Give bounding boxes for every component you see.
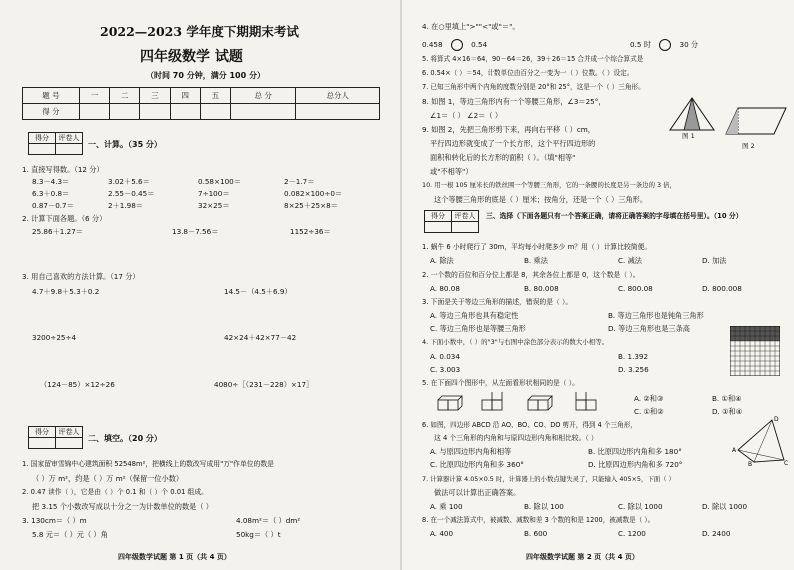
page1-footer: 四年级数学试题 第 1 页（共 4 页） xyxy=(118,553,231,561)
fill-q2a: 2. 0.47 读作（ ），它是由（ ）个 0.1 和（ ）个 0.01 组成。 xyxy=(22,488,208,496)
sec2-score-label: 得分 xyxy=(29,427,56,438)
hundred-grid-icon xyxy=(730,326,780,376)
q4: 4. 在○里填上">""<"或"＝"。 xyxy=(422,22,520,31)
quadrilateral-abcd-icon xyxy=(732,416,788,466)
score-row-label: 得 分 xyxy=(23,104,80,120)
option: D. 2400 xyxy=(702,529,731,538)
option: C. 除以 1000 xyxy=(618,502,663,511)
q4-left-a: 0.458 xyxy=(422,40,443,49)
option: C. 减法 xyxy=(618,256,642,265)
score-header: 一 xyxy=(80,88,110,104)
score-header: 五 xyxy=(200,88,230,104)
q5: 5. 将算式 4×16＝64，90－64＝26，39＋26＝15 合并成一个综合算式是 xyxy=(422,55,644,63)
q4-right-b: 30 分 xyxy=(679,40,699,49)
cube-shapes-icon xyxy=(436,392,616,412)
score-header: 总 分 xyxy=(231,88,296,104)
option: B. ①和④ xyxy=(712,394,742,403)
calc-item: （124－85）×12÷26 xyxy=(40,380,115,389)
oral-item: 0.082×100÷0＝ xyxy=(284,189,343,198)
score-table xyxy=(22,87,380,120)
c6: 6. 如图，四边形 ABCD 沿 AO、BO、CO、DO 剪开，得到 4 个三角形， xyxy=(422,421,637,429)
compare-circle-icon xyxy=(659,39,671,51)
option: A. 乘 100 xyxy=(430,502,463,511)
option: D. 加法 xyxy=(702,256,727,265)
option: D. 800.008 xyxy=(702,284,742,293)
oral-item: 32×25＝ xyxy=(198,201,230,210)
score-header: 二 xyxy=(110,88,140,104)
q8b: ∠1＝（ ） ∠2＝（ ） xyxy=(430,111,503,120)
fill-q1a: 1. 国家留审雪锦中心建筑面积 52548m²，把横线上的数改写成用"万"作单位的数是 xyxy=(22,460,274,468)
option: C. 等边三角形也是等腰三角形 xyxy=(430,324,526,333)
q7: 7. 已知三角形中两个内角的度数分别是 20°和 25°，这是一个（ ）三角形。 xyxy=(422,83,645,91)
option: A. ②和③ xyxy=(634,394,664,403)
option: A. 400 xyxy=(430,529,454,538)
sec1-heading: 一、计算。（35 分） xyxy=(88,140,162,149)
q4-right-a: 0.54 xyxy=(471,40,488,49)
option: C. 3.003 xyxy=(430,365,461,374)
svg-text:A: A xyxy=(732,447,737,454)
option: A. 除法 xyxy=(430,256,454,265)
score-header: 题 号 xyxy=(23,88,80,104)
c7: 7. 计算器计算 4.05×0.5 时，计算器上的小数点键失灵了，只能输入 405×5，下面（ ） xyxy=(422,475,675,483)
oral-item: 8.3－4.3＝ xyxy=(32,177,70,186)
q9: 9. 如图 2，先把三角形剪下来，再向右平移（ ）cm， xyxy=(422,125,595,134)
oral-item: 7÷100＝ xyxy=(198,189,230,198)
oral-item: 2－1.7＝ xyxy=(284,177,315,186)
option: B. 600 xyxy=(524,529,548,538)
page2-footer: 四年级数学试题 第 2 页（共 4 页） xyxy=(526,553,639,561)
page-2 xyxy=(402,0,794,570)
calc-item: 1152÷36＝ xyxy=(290,227,331,236)
fill-q3c: 5.8 元＝（ ）元（ ）角 xyxy=(32,530,108,539)
calc-item: 25.86＋1.27＝ xyxy=(32,227,83,236)
c7b: 做法可以计算出正确答案。 xyxy=(434,488,521,497)
sec1-q1: 1. 直接写得数。（12 分） xyxy=(22,165,104,174)
sec3-heading: 三、选择（下面各题只有一个答案正确，请将正确答案的字母填在括号里）。（10 分） xyxy=(486,212,743,220)
q10b: 这个等腰三角形的底是（ ）厘米；按角分，还是一个（ ）三角形。 xyxy=(434,195,648,204)
q4-left-b: 0.5 时 xyxy=(630,40,651,49)
q4-row xyxy=(422,39,487,51)
time-note: （时间 70 分钟，满分 100 分） xyxy=(146,71,265,80)
oral-item: 2.55－0.45＝ xyxy=(108,189,155,198)
calc-item: 13.8－7.56＝ xyxy=(172,227,219,236)
option: C. 1200 xyxy=(618,529,646,538)
q9b: 平行四边形就变成了一个长方形，这个平行四边形的 xyxy=(430,139,596,148)
q9c: 面积和转化后的长方形的面积（ ）。（填"相等" xyxy=(430,153,576,162)
sec2-score-box xyxy=(28,426,83,449)
c2: 2. 一个数的百位和百分位上都是 8，其余各位上都是 0，这个数是（ ）。 xyxy=(422,271,640,279)
option: B. 等边三角形也是钝角三角形 xyxy=(608,311,704,320)
option: B. 1.392 xyxy=(618,352,649,361)
option: D. 比原四边形内角和多 720° xyxy=(588,460,683,469)
q9d: 或"不相等"） xyxy=(430,167,473,176)
sec1-q3: 3. 用自己喜欢的方法计算。（17 分） xyxy=(22,272,140,281)
sec1-score-box xyxy=(28,132,83,155)
fill-q2b: 把 3.15 个小数改写成以十分之一为计数单位的数是（ ） xyxy=(32,502,213,511)
option: C. 比原四边形内角和多 360° xyxy=(430,460,524,469)
score-header: 四 xyxy=(170,88,200,104)
svg-text:B: B xyxy=(748,461,753,466)
sec2-heading: 二、填空。（20 分） xyxy=(88,434,162,443)
compare-circle-icon xyxy=(451,39,463,51)
sec3-grader-label: 评卷人 xyxy=(452,211,479,222)
c3: 3. 下面是关于等边三角形的描述，错误的是（ ）。 xyxy=(422,298,573,306)
fill-q3d: 50kg＝（ ）t xyxy=(236,530,281,539)
option: C. ①和② xyxy=(634,407,664,416)
oral-item: 0.58×100＝ xyxy=(198,177,241,186)
calc-item: 3200÷25÷4 xyxy=(32,333,77,342)
oral-item: 8×25＋25×8＝ xyxy=(284,201,338,210)
option: A. 0.034 xyxy=(430,352,460,361)
q10: 10. 用一根 105 厘米长的铁丝围一个等腰三角形，它的一条腰的长度是另一条边的 3 倍， xyxy=(422,181,676,189)
fig2-label: 图 2 xyxy=(742,142,755,150)
parallelogram-figure-icon xyxy=(724,106,788,138)
option: B. 乘法 xyxy=(524,256,548,265)
option: B. 比原四边形内角和多 180° xyxy=(588,447,682,456)
svg-text:C: C xyxy=(784,460,788,466)
sec3-score-label: 得分 xyxy=(425,211,452,222)
calc-item: 4.7＋9.8＋5.3＋0.2 xyxy=(32,287,100,296)
oral-item: 3.02＋5.6＝ xyxy=(108,177,150,186)
c8: 8. 在一个减法算式中，被减数、减数和差 3 个数的和是 1200，被减数是（ ）。 xyxy=(422,516,655,524)
option: A. 等边三角形也具有稳定性 xyxy=(430,311,519,320)
score-header: 总分人 xyxy=(296,88,380,104)
oral-item: 2＋1.98＝ xyxy=(108,201,143,210)
option: B. 80.008 xyxy=(524,284,559,293)
option: C. 800.08 xyxy=(618,284,653,293)
c5: 5. 在下面四个图形中，从左面看形状相同的是（ ）。 xyxy=(422,379,579,387)
triangle-figure-icon xyxy=(668,96,716,136)
q4-row-2 xyxy=(630,39,698,51)
oral-item: 6.3＋0.8＝ xyxy=(32,189,70,198)
subject-title: 四年级数学 试题 xyxy=(140,49,243,65)
q6: 6. 0.54×（ ）＝54，计数单位由百分之一变为一（ ）位数。（ ）设定。 xyxy=(422,69,634,77)
calc-item: 4080÷［（231－228）×17］ xyxy=(214,380,314,389)
option: D. 除以 1000 xyxy=(702,502,748,511)
option: D. ①和④ xyxy=(712,407,743,416)
q8: 8. 如图 1，等边三角形内有一个等腰三角形，∠3＝25°， xyxy=(422,97,606,106)
sec1-q2: 2. 计算下面各题。（6 分） xyxy=(22,214,107,223)
option: D. 3.256 xyxy=(618,365,649,374)
sec3-score-box xyxy=(424,210,479,233)
c1: 1. 蜗牛 6 小时爬行了 30m，平均每小时爬多少 m？用（ ）计算比较简便。 xyxy=(422,243,652,251)
exam-title: 2022—2023 学年度下期期末考试 xyxy=(100,24,299,39)
c4: 4. 下面小数中，（ ）的"3"与右图中涂色部分表示的数大小相等。 xyxy=(422,338,609,346)
calc-item: 14.5－（4.5＋6.9） xyxy=(224,287,292,296)
option: B. 除以 100 xyxy=(524,502,564,511)
sec1-grader-label: 评卷人 xyxy=(56,133,83,144)
sec2-grader-label: 评卷人 xyxy=(56,427,83,438)
option: A. 80.08 xyxy=(430,284,460,293)
c6b: 这 4 个三角形的内角和与原四边形内角和相比较。（ ） xyxy=(434,434,598,442)
fill-q3a: 3. 130cm＝（ ）m xyxy=(22,516,87,525)
fig1-label: 图 1 xyxy=(682,132,695,140)
svg-text:D: D xyxy=(774,416,779,423)
fill-q3b: 4.08m²＝（ ）dm² xyxy=(236,516,301,525)
option: D. 等边三角形也是三条高 xyxy=(608,324,690,333)
score-header: 三 xyxy=(140,88,170,104)
fill-q1b: （ ）万 m²，约是（ ）万 m²（保留一位小数） xyxy=(32,474,184,483)
sec1-score-label: 得分 xyxy=(29,133,56,144)
oral-item: 0.87－0.7＝ xyxy=(32,201,74,210)
option: A. 与原四边形内角和相等 xyxy=(430,447,512,456)
calc-item: 42×24＋42×77－42 xyxy=(224,333,297,342)
